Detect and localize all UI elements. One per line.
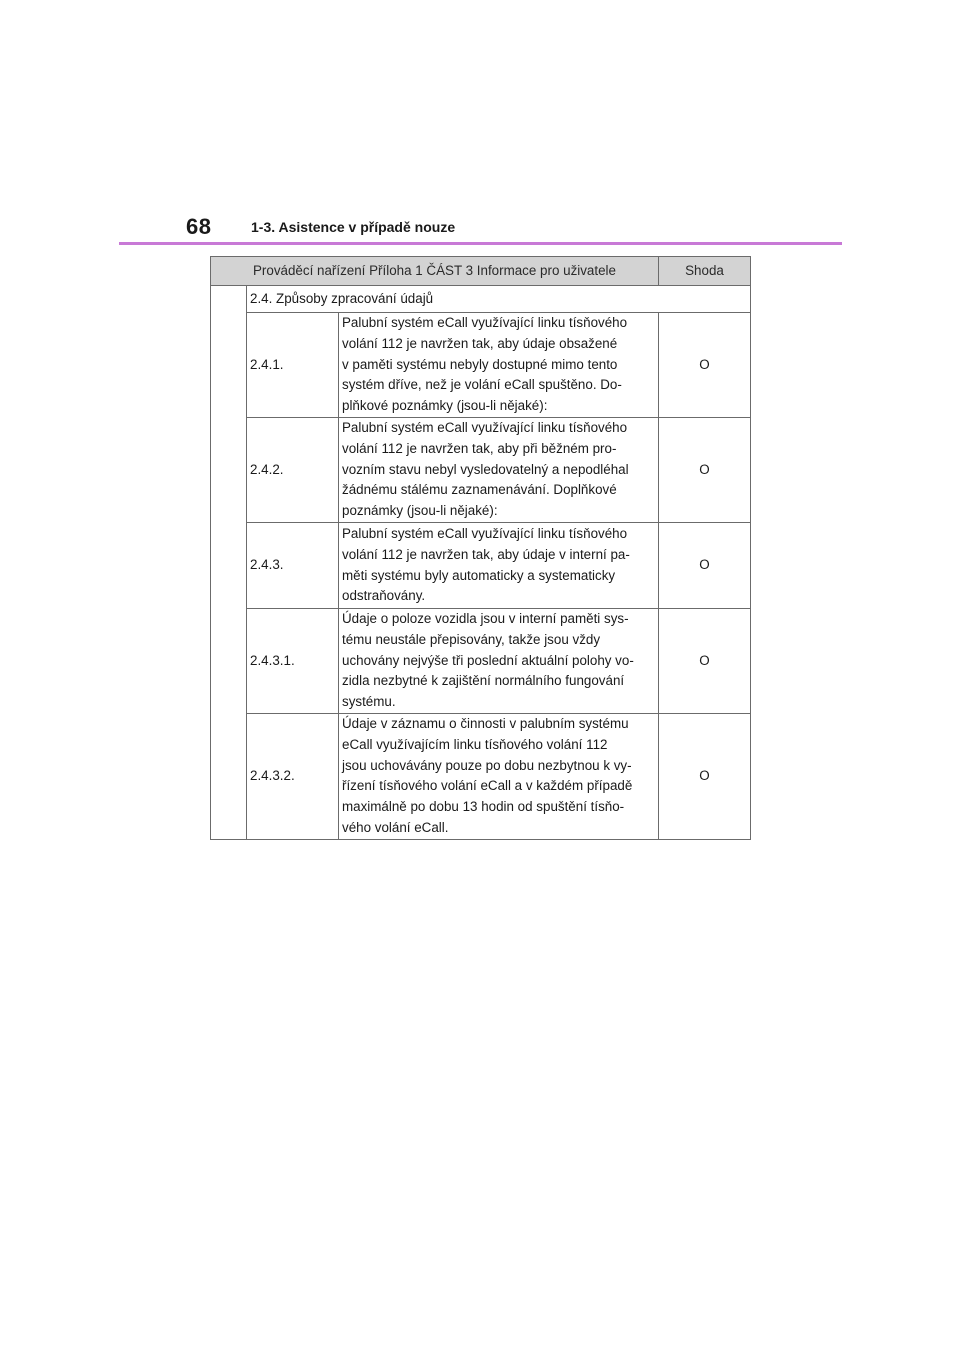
clause-description <box>339 418 659 523</box>
description-line: zidla nezbytné k zajištění normálního fungování <box>342 673 625 689</box>
description-line: Údaje o poloze vozidla jsou v interní paměti sys- <box>342 611 629 626</box>
description-line: systému. <box>342 694 396 710</box>
clause-description <box>339 313 659 418</box>
table-row <box>211 418 751 523</box>
clause-description <box>339 713 659 839</box>
table-header-row <box>211 257 751 286</box>
description-line: Údaje v záznamu o činnosti v palubním systému <box>342 715 629 731</box>
description-line: Palubní systém eCall využívající linku tísňového <box>342 525 628 541</box>
compliance-mark: O <box>659 609 751 714</box>
description-line: tému neustále přepisovány, takže jsou vždy <box>342 631 601 647</box>
column-header-shoda: Shoda <box>659 257 751 286</box>
page-number: 68 <box>186 214 212 239</box>
section-heading: 2.4. Způsoby zpracování údajů <box>247 286 751 313</box>
column-header-main: Prováděcí nařízení Příloha 1 ČÁST 3 Informace pro uživatele <box>211 257 659 286</box>
compliance-mark: O <box>659 523 751 609</box>
section-title: 1-3. Asistence v případě nouze <box>251 219 456 235</box>
clause-number: 2.4.2. <box>247 418 339 523</box>
spec-table <box>210 256 751 840</box>
section-heading-row <box>211 286 751 313</box>
header-divider <box>119 242 842 245</box>
clause-number: 2.4.3. <box>247 523 339 609</box>
description-line: plňkové poznámky (jsou-li nějaké): <box>342 398 548 414</box>
description-line: v paměti systému nebyly dostupné mimo tento <box>342 356 618 372</box>
table-row <box>211 313 751 418</box>
compliance-mark: O <box>659 418 751 523</box>
compliance-mark: O <box>659 713 751 839</box>
description-line: jsou uchovávány pouze po dobu nezbytnou k vy- <box>342 757 632 773</box>
description-line: volání 112 je navržen tak, aby údaje v interní pa- <box>342 546 630 562</box>
description-line: vého volání eCall. <box>342 819 449 835</box>
table-row <box>211 523 751 609</box>
description-line: uchovány nejvýše tři poslední aktuální polohy vo- <box>342 652 634 668</box>
description-line: eCall využívajícím linku tísňového volání 112 <box>342 736 608 752</box>
description-line: volání 112 je navržen tak, aby při běžném pro- <box>342 440 617 456</box>
clause-number: 2.4.1. <box>247 313 339 418</box>
compliance-mark: O <box>659 313 751 418</box>
description-line: Palubní systém eCall využívající linku tísňového <box>342 420 628 435</box>
indent-cell <box>211 286 247 840</box>
clause-number: 2.4.3.1. <box>247 609 339 714</box>
table-row <box>211 609 751 714</box>
description-line: Palubní systém eCall využívající linku tísňového <box>342 315 628 330</box>
description-line: žádnému stálému zaznamenávání. Doplňkové <box>342 482 617 498</box>
clause-description <box>339 523 659 609</box>
description-line: měti systému byly automaticky a systematicky <box>342 567 616 583</box>
clause-number: 2.4.3.2. <box>247 713 339 839</box>
clause-description <box>339 609 659 714</box>
description-line: maximálně po dobu 13 hodin od spuštění tísňo- <box>342 799 625 815</box>
description-line: odstraňovány. <box>342 588 426 604</box>
description-line: vozním stavu nebyl vysledovatelný a nepodléhal <box>342 461 629 477</box>
table-row <box>211 713 751 839</box>
description-line: volání 112 je navržen tak, aby údaje obsažené <box>342 335 618 351</box>
description-line: řízení tísňového volání eCall a v každém případě <box>342 778 633 794</box>
description-line: poznámky (jsou-li nějaké): <box>342 503 498 519</box>
description-line: systém dříve, než je volání eCall spuštěno. Do- <box>342 377 622 393</box>
